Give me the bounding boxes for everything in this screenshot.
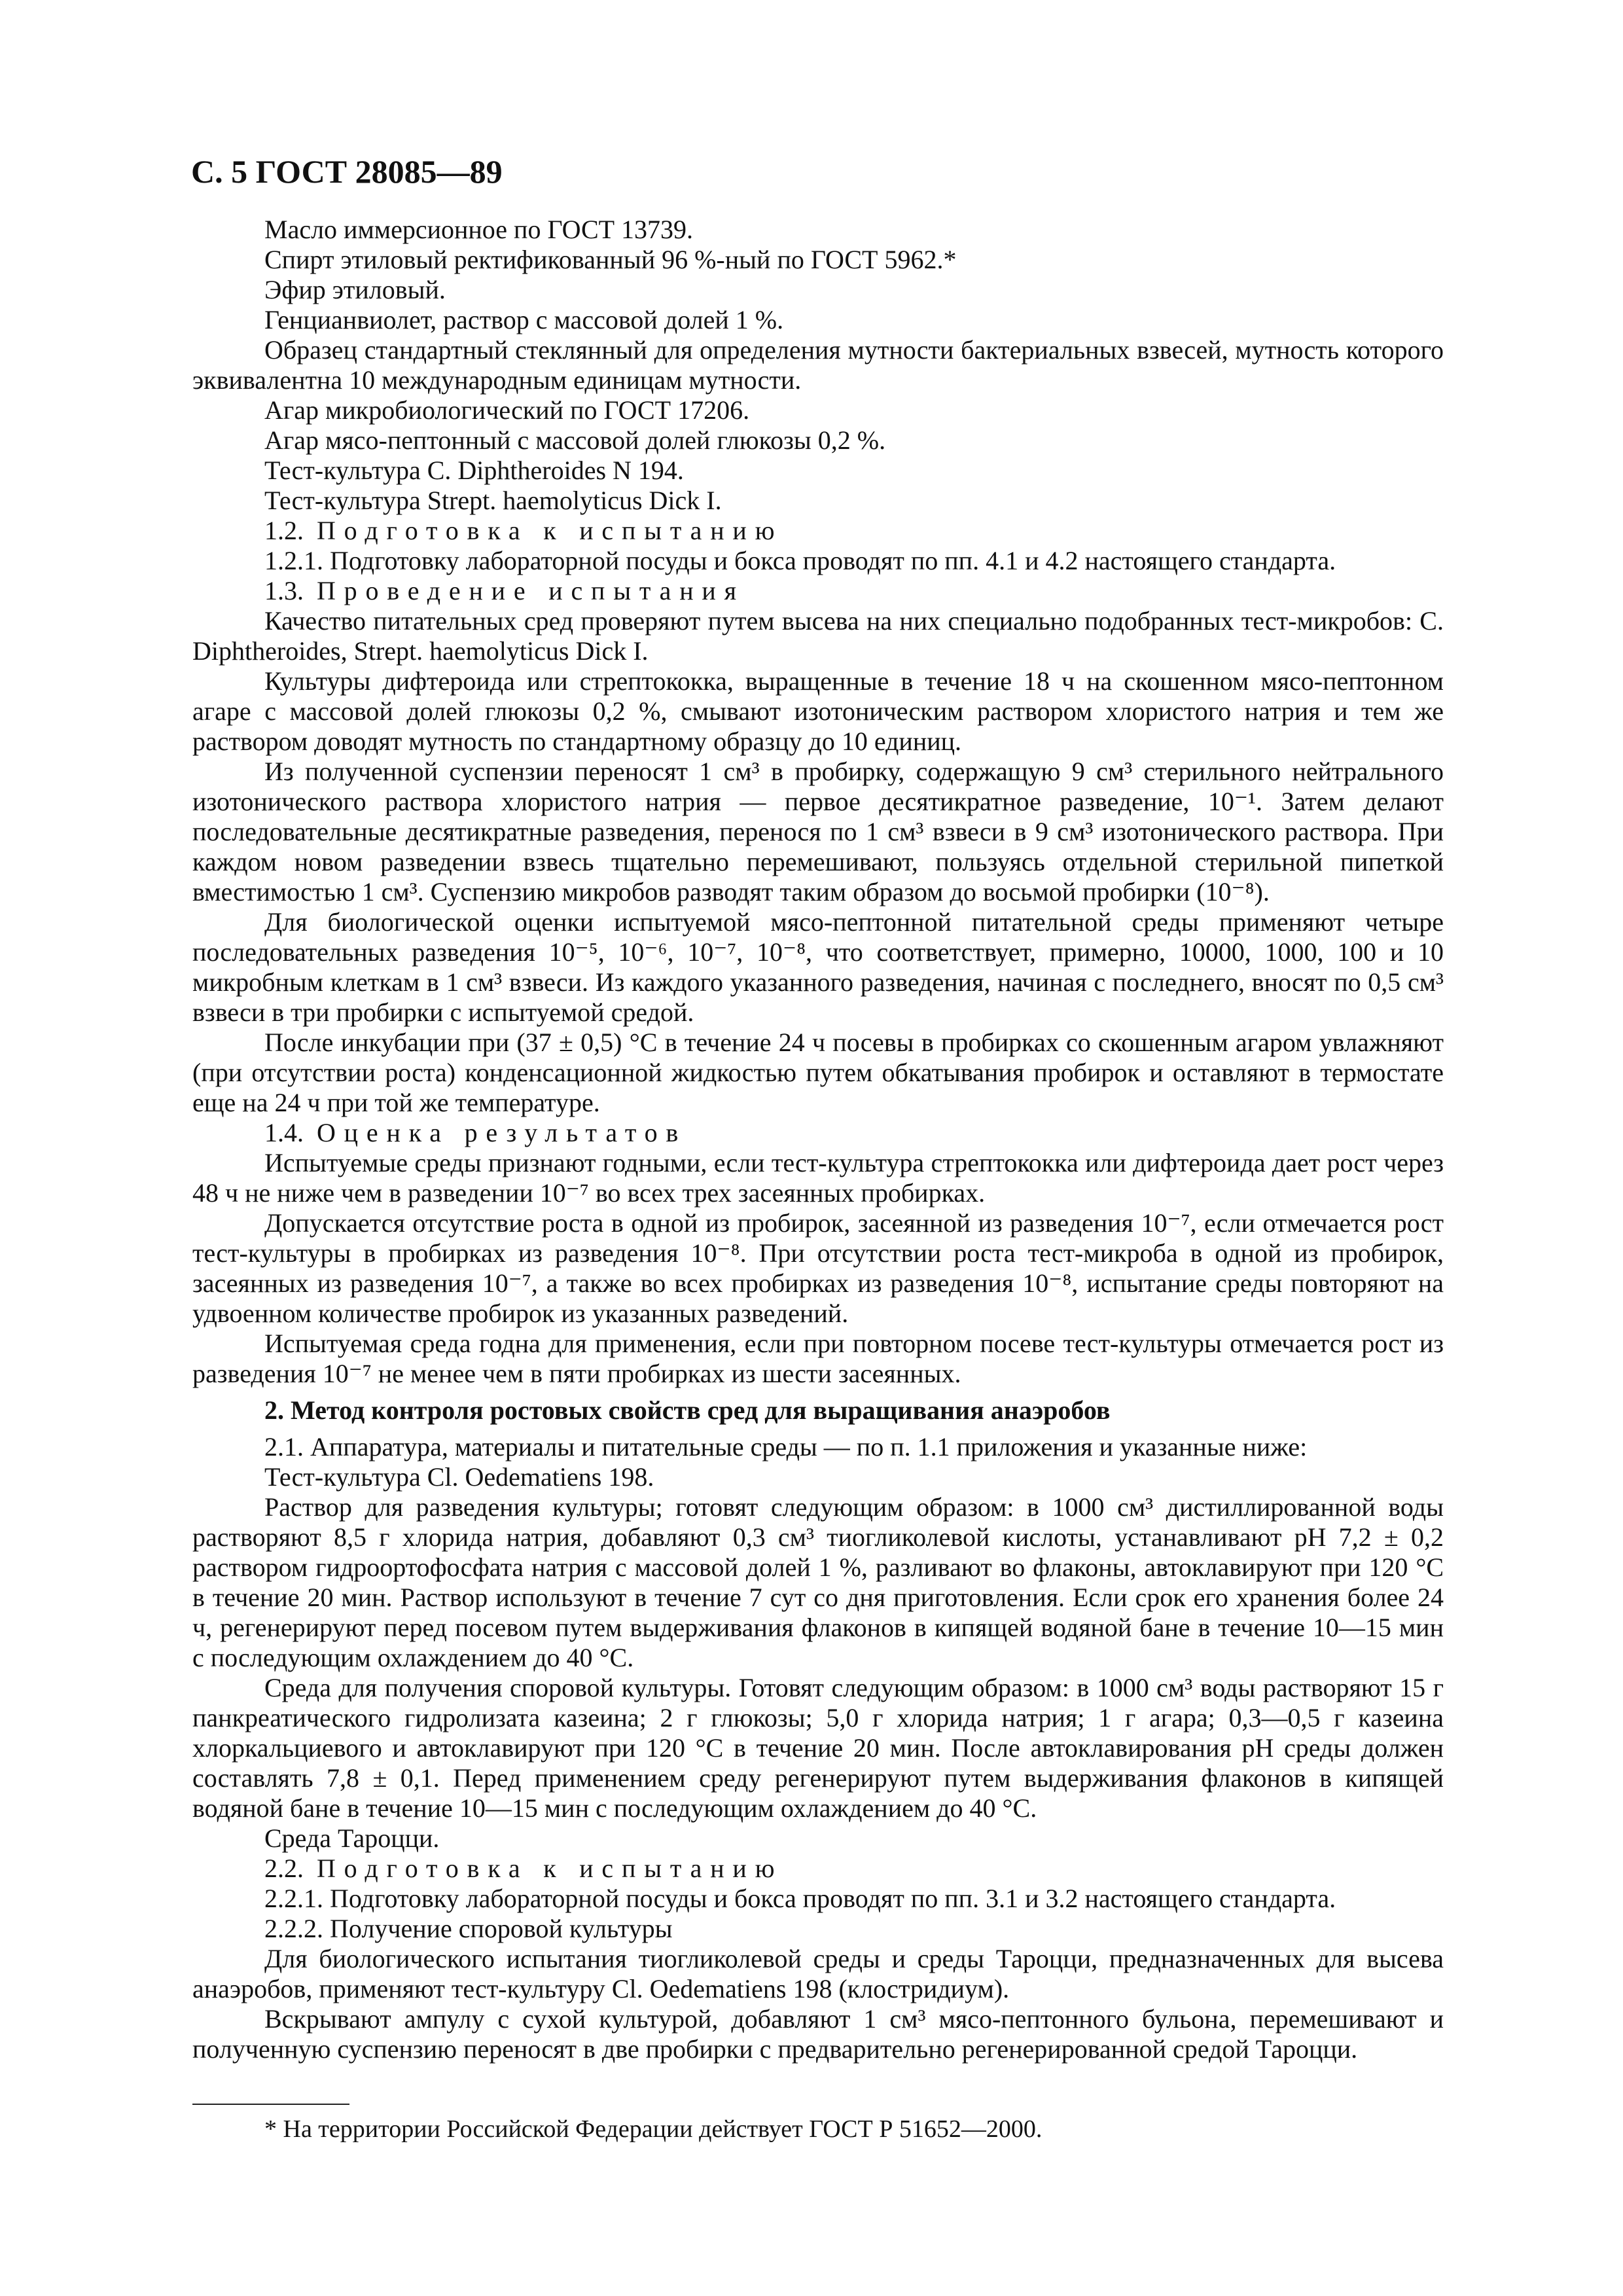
paragraph: Генцианвиолет, раствор с массовой долей 1 %. [264,305,784,334]
paragraph: Вскрывают ампулу с сухой культурой, добавляют 1 см³ мясо-пептонного бульона, перемешивают и полученную суспензию переносят в две пробирки с предварительно регенерированной средой Тароцци. [192,2004,1444,2064]
heading-number: 1.3. [264,576,304,605]
paragraph: Раствор для разведения культуры; готовят следующим образом: в 1000 см³ дистиллированной воды растворяют 8,5 г хлорида натрия, добавляют 0,3 см³ тиогликолевой кислоты, устанавливают рН 7,2 ± 0,2 раствором гидроортофосфата натрия с массовой долей 1 %, разливают во флаконы, автоклавируют при 120 °С в течение 20 мин. Раствор используют в течение 7 сут со дня приготовления. Если срок его хранения более 24 ч, регенерируют перед посевом путем выдерживания флаконов в кипящей водяной бане в течение 10—15 мин с последующим охлаждением до 40 °С. [192,1492,1444,1672]
paragraph: Тест-культура Cl. Oedematiens 198. [264,1462,654,1492]
paragraph: Культуры дифтероида или стрептококка, выращенные в течение 18 ч на скошенном мясо-пептонном агаре с массовой долей глюкозы 0,2 %, смывают изотоническим раствором хлористого натрия и тем же раствором доводят мутность по стандартному образцу до 10 единиц. [192,666,1444,756]
footnote: * На территории Российской Федерации действует ГОСТ Р 51652—2000. [264,2115,1043,2143]
subsection-heading [192,1854,1444,1884]
paragraph: Качество питательных сред проверяют путем высева на них специально подобранных тест-микробов: C. Diphtheroides, Strept. haemolyticus Dick I. [192,606,1444,666]
heading-title: Подготовка к испытанию [317,516,783,545]
subsection-heading [192,1118,1444,1148]
paragraph: Среда для получения споровой культуры. Готовят следующим образом: в 1000 см³ воды растворяют 15 г панкреатического гидролизата казеина; 2 г глюкозы; 5,0 г хлорида натрия; 1 г агара; 0,3—0,5 г казеина хлоркальциевого и автоклавируют при 120 °С в течение 20 мин. После автоклавирования рН среды должен составлять 7,8 ± 0,1. Перед применением среду регенерируют путем выдерживания флаконов в кипящей водяной бане в течение 10—15 мин с последующим охлаждением до 40 °С. [192,1673,1444,1823]
heading-title: Оценка результатов [317,1118,687,1147]
heading-number: 2.2. [264,1854,304,1883]
heading-title: Проведение испытания [317,576,745,605]
paragraph: 1.2.1. Подготовку лабораторной посуды и бокса проводят по пп. 4.1 и 4.2 настоящего стандарта. [264,546,1336,575]
paragraph: Масло иммерсионное по ГОСТ 13739. [264,215,694,244]
subsection-heading [192,576,1444,606]
paragraph: Для биологического испытания тиогликолевой среды и среды Тароцци, предназначенных для высева анаэробов, применяют тест-культуру Cl. Oedematiens 198 (клостридиум). [192,1944,1444,2003]
paragraph: Для биологической оценки испытуемой мясо-пептонной питательной среды применяют четыре последовательных разведения 10⁻⁵, 10⁻⁶, 10⁻⁷, 10⁻⁸, что соответствует, примерно, 10000, 1000, 100 и 10 микробным клеткам в 1 см³ взвеси. Из каждого указанного разведения, начиная с последнего, вносят по 0,5 см³ взвеси в три пробирки с испытуемой средой. [192,907,1444,1027]
paragraph: 2.1. Аппаратура, материалы и питательные среды — по п. 1.1 приложения и указанные ниже: [264,1432,1308,1462]
heading-number: 1.4. [264,1118,304,1147]
paragraph: 2.2.1. Подготовку лабораторной посуды и бокса проводят по пп. 3.1 и 3.2 настоящего стандарта. [264,1884,1336,1913]
footnote-divider [192,2104,349,2105]
document-body [192,215,1444,2064]
paragraph: Тест-культура Strept. haemolyticus Dick I. [264,486,722,515]
paragraph: Эфир этиловый. [264,275,446,304]
paragraph: Испытуемая среда годна для применения, если при повторном посеве тест-культуры отмечается рост из разведения 10⁻⁷ не менее чем в пяти пробирках из шести засеянных. [192,1329,1444,1388]
subsection-heading [192,516,1444,546]
heading-title: Подготовка к испытанию [317,1854,783,1883]
paragraph: Агар мясо-пептонный с массовой долей глюкозы 0,2 %. [264,425,886,455]
heading-number: 1.2. [264,516,304,545]
paragraph: Испытуемые среды признают годными, если тест-культура стрептококка или дифтероида дает рост через 48 ч не ниже чем в разведении 10⁻⁷ во всех трех засеянных пробирках. [192,1148,1444,1208]
paragraph: Из полученной суспензии переносят 1 см³ в пробирку, содержащую 9 см³ стерильного нейтрального изотонического раствора хлористого натрия — первое десятикратное разведение, 10⁻¹. Затем делают последовательные десятикратные разведения, перенося по 1 см³ взвеси в 9 см³ изотонического раствора. При каждом новом разведении взвесь тщательно перемешивают, пользуясь отдельной стерильной пипеткой вместимостью 1 см³. Суспензию микробов разводят таким образом до восьмой пробирки (10⁻⁸). [192,757,1444,906]
paragraph: Среда Тароцци. [264,1823,440,1853]
section-heading: 2. Метод контроля ростовых свойств сред для выращивания анаэробов [264,1395,1111,1425]
paragraph: Спирт этиловый ректификованный 96 %-ный по ГОСТ 5962.* [264,245,957,274]
paragraph: Тест-культура C. Diphtheroides N 194. [264,456,684,485]
paragraph: Агар микробиологический по ГОСТ 17206. [264,395,750,425]
paragraph: После инкубации при (37 ± 0,5) °С в течение 24 ч посевы в пробирках со скошенным агаром увлажняют (при отсутствии роста) конденсационной жидкостью путем обкатывания пробирок и оставляют в термостате еще на 24 ч при той же температуре. [192,1028,1444,1117]
paragraph: Образец стандартный стеклянный для определения мутности бактериальных взвесей, мутность которого эквивалентна 10 международным единицам мутности. [192,335,1444,395]
page-header: С. 5 ГОСТ 28085—89 [191,153,503,190]
paragraph: Допускается отсутствие роста в одной из пробирок, засеянной из разведения 10⁻⁷, если отмечается рост тест-культуры в пробирках из разведения 10⁻⁸. При отсутствии роста тест-микроба в одной из пробирок, засеянных из разведения 10⁻⁷, а также во всех пробирках из разведения 10⁻⁸, испытание среды повторяют на удвоенном количестве пробирок из указанных разведений. [192,1208,1444,1328]
paragraph: 2.2.2. Получение споровой культуры [264,1914,673,1943]
